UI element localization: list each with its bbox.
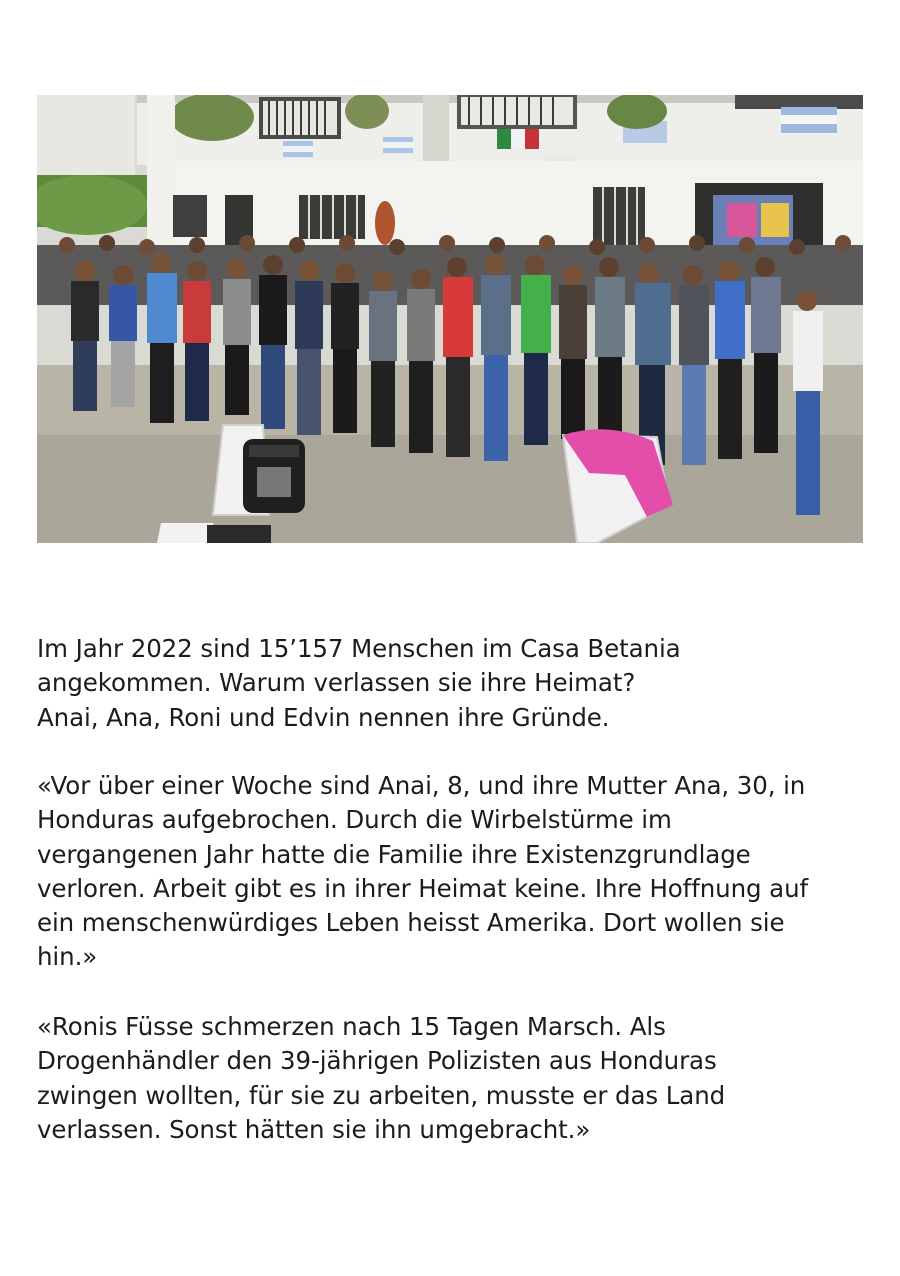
text-line: hin.» — [37, 942, 98, 972]
courtyard-photo — [37, 95, 863, 543]
text-line: Im Jahr 2022 sind 15’157 Menschen im Casa Betania — [37, 634, 681, 663]
text-line: angekommen. Warum verlassen sie ihre Heimat? — [37, 668, 636, 698]
text-line: verloren. Arbeit gibt es in ihrer Heimat keine. Ihre Hoffnung auf — [37, 873, 809, 903]
text-line: «Ronis Füsse schmerzen nach 15 Tagen Marsch. Als — [37, 1012, 666, 1041]
quote-roni — [37, 1010, 867, 1147]
intro-paragraph — [37, 632, 867, 735]
text-line: Anai, Ana, Roni und Edvin nennen ihre Gründe. — [37, 702, 610, 732]
quote-anai-ana — [37, 769, 867, 975]
text-line: verlassen. Sonst hätten sie ihn umgebracht.» — [37, 1114, 591, 1144]
text-line: «Vor über einer Woche sind Anai, 8, und ihre Mutter Ana, 30, in — [37, 771, 806, 800]
text-line: Drogenhändler den 39-jährigen Polizisten aus Honduras — [37, 1046, 717, 1076]
text-line: vergangenen Jahr hatte die Familie ihre Existenzgrundlage — [37, 839, 751, 869]
text-line: ein menschenwürdiges Leben heisst Amerika. Dort wollen sie — [37, 908, 785, 938]
text-line: zwingen wollten, für sie zu arbeiten, musste er das Land — [37, 1080, 726, 1110]
text-line: Honduras aufgebrochen. Durch die Wirbelstürme im — [37, 805, 672, 835]
